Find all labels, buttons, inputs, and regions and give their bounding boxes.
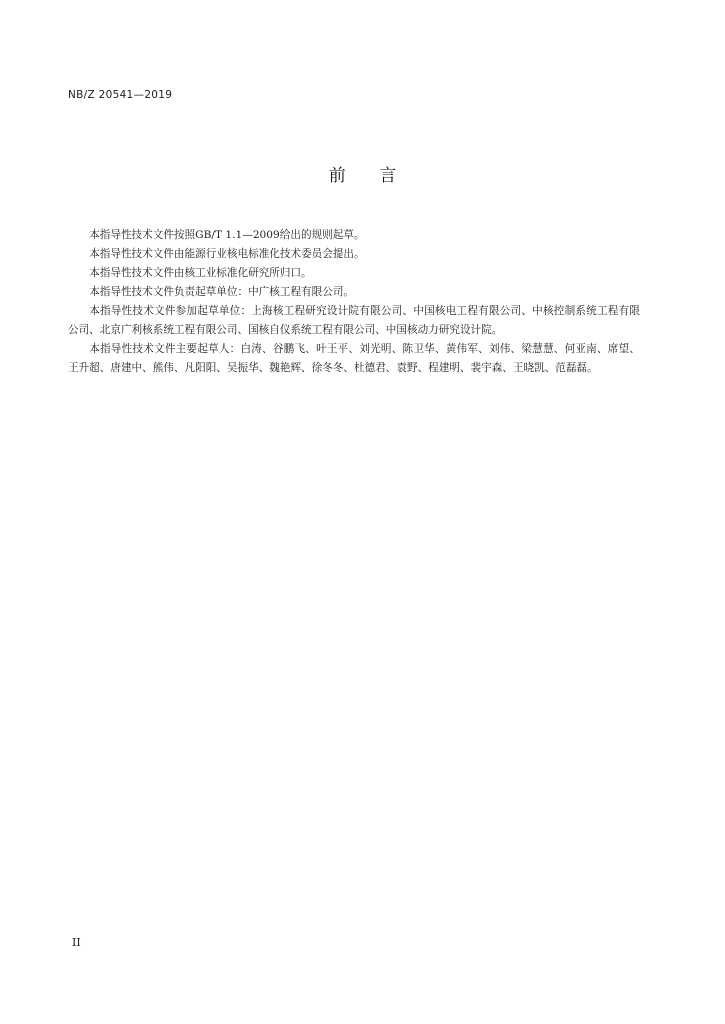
paragraph-lead-drafter: 本指导性技术文件负责起草单位：中广核工程有限公司。 [89,286,355,298]
document-code: NB/Z 20541—2019 [68,89,173,101]
foreword-body [68,226,640,378]
page-title: 前 言 [328,166,411,186]
paragraph-drafting-rules: 本指导性技术文件按照GB/T 1.1—2009给出的规则起草。 [89,229,365,241]
paragraph-participating-units: 本指导性技术文件参加起草单位：上海核工程研究设计院有限公司、中国核电工程有限公司、中核控制系统工程有限公司、北京广利核系统工程有限公司、国核自仪系统工程有限公司、中国核动力研究设计院。 [68,305,640,336]
paragraph-centralized-by: 本指导性技术文件由核工业标准化研究所归口。 [89,267,312,279]
page-number: II [72,936,81,949]
paragraph-proposed-by: 本指导性技术文件由能源行业核电标准化技术委员会提出。 [89,248,365,260]
paragraph-main-drafters: 本指导性技术文件主要起草人：白涛、谷鹏飞、叶王平、刘光明、陈卫华、黄伟军、刘伟、梁慧慧、何亚南、席望、王升超、唐建中、熊伟、凡阳阳、吴振华、魏艳辉、徐冬冬、杜德君、袁野、程建明、裴宇森、王晓凯、范磊磊。 [68,343,640,374]
